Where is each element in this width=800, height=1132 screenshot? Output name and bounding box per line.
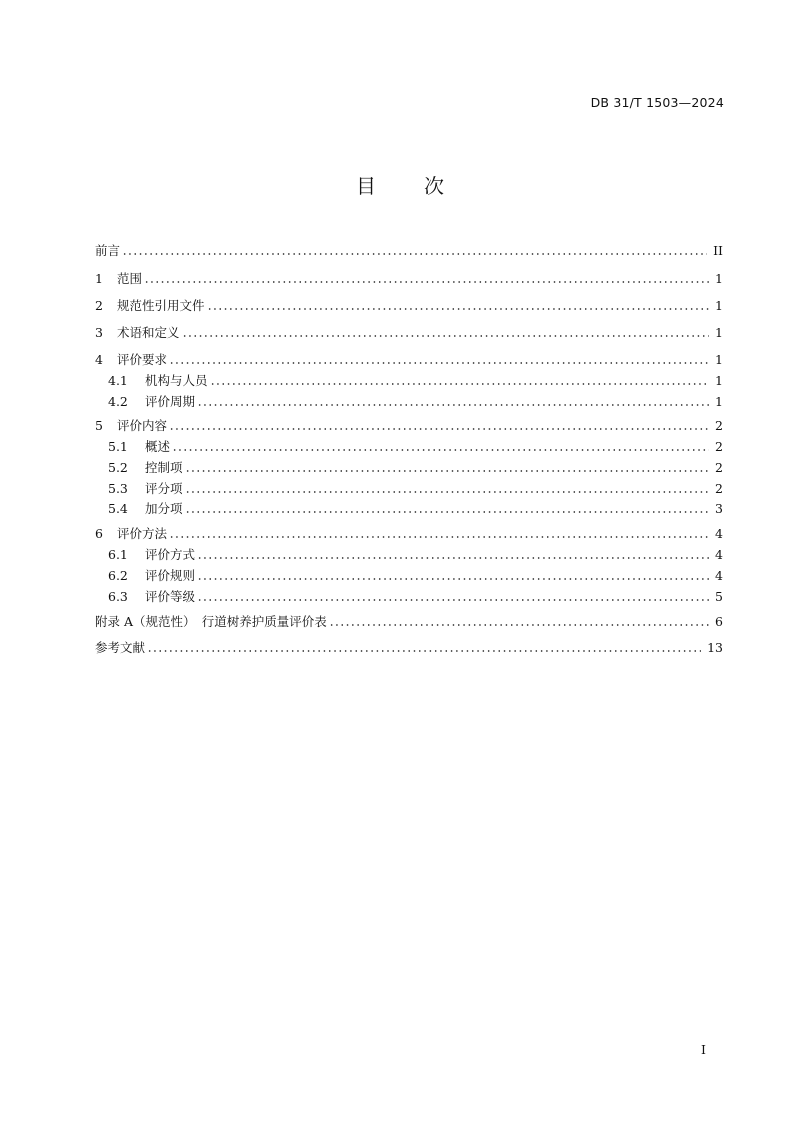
- toc-entry-label: 范围: [117, 271, 143, 286]
- toc-entry-page: II: [713, 243, 723, 258]
- toc-entry[interactable]: [95, 614, 723, 630]
- toc-entry-page: 1: [715, 394, 723, 409]
- toc-entry[interactable]: [108, 373, 723, 389]
- toc-entry[interactable]: [95, 298, 723, 314]
- toc-entry[interactable]: [108, 568, 723, 584]
- toc-entry-number: 4.2: [108, 394, 128, 409]
- toc-entry-page: 2: [715, 439, 723, 454]
- toc-entry-label: 概述: [145, 439, 171, 454]
- toc-entry-page: 13: [707, 640, 723, 655]
- toc-entry-label: 评价方式: [145, 547, 196, 562]
- toc-entry[interactable]: [95, 325, 723, 341]
- toc-entry-label: 规范性引用文件: [117, 298, 205, 313]
- toc-entry-label: 控制项: [145, 460, 183, 475]
- toc-entry-page: 2: [715, 460, 723, 475]
- toc-entry-label: 附录 A（规范性） 行道树养护质量评价表: [95, 614, 327, 629]
- page-number: I: [701, 1042, 706, 1057]
- toc-entry-number: 5.3: [108, 481, 128, 496]
- toc-entry[interactable]: [108, 460, 723, 476]
- toc-entry-label: 评价方法: [117, 526, 168, 541]
- dot-leader: [197, 577, 709, 581]
- toc-entry[interactable]: [95, 640, 723, 656]
- dot-leader: [185, 469, 709, 473]
- dot-leader: [169, 427, 709, 431]
- toc-entry-page: 3: [715, 501, 723, 516]
- dot-leader: [147, 649, 701, 653]
- toc-entry-page: 5: [715, 589, 723, 604]
- dot-leader: [172, 448, 709, 452]
- toc-entry-label: 评分项: [145, 481, 183, 496]
- toc-entry-page: 1: [715, 373, 723, 388]
- toc-entry-label: 评价等级: [145, 589, 196, 604]
- toc-entry-label: 前言: [95, 243, 121, 258]
- toc-entry-number: 5.2: [108, 460, 128, 475]
- toc-entry-label: 机构与人员: [145, 373, 208, 388]
- toc-entry-number: 3: [95, 325, 103, 340]
- toc-entry-number: 6.3: [108, 589, 128, 604]
- toc-entry-label: 评价规则: [145, 568, 196, 583]
- toc-entry-number: 5.1: [108, 439, 128, 454]
- toc-entry-number: 4: [95, 352, 103, 367]
- toc-entry-page: 2: [715, 418, 723, 433]
- toc-entry[interactable]: [108, 501, 723, 517]
- toc-entry-page: 1: [715, 325, 723, 340]
- toc-entry-number: 6.2: [108, 568, 128, 583]
- toc-entry[interactable]: [108, 481, 723, 497]
- title-char: 目: [356, 174, 376, 198]
- toc-entry[interactable]: [108, 547, 723, 563]
- toc-entry-page: 1: [715, 271, 723, 286]
- page-title: [0, 170, 800, 199]
- toc-entry-number: 6.1: [108, 547, 128, 562]
- dot-leader: [169, 535, 709, 539]
- toc-entry-label: 参考文献: [95, 640, 146, 655]
- toc-entry-number: 1: [95, 271, 103, 286]
- toc-entry-page: 4: [715, 547, 723, 562]
- toc-entry-page: 2: [715, 481, 723, 496]
- dot-leader: [182, 334, 709, 338]
- toc-entry[interactable]: [95, 243, 723, 259]
- dot-leader: [197, 403, 709, 407]
- dot-leader: [185, 490, 709, 494]
- toc-entry-label: 加分项: [145, 501, 183, 516]
- toc-entry-label: 术语和定义: [117, 325, 180, 340]
- toc-entry[interactable]: [95, 271, 723, 287]
- dot-leader: [144, 280, 709, 284]
- dot-leader: [210, 382, 709, 386]
- toc-entry[interactable]: [95, 418, 723, 434]
- dot-leader: [169, 361, 709, 365]
- toc-entry[interactable]: [108, 439, 723, 455]
- dot-leader: [207, 307, 709, 311]
- toc-entry-number: 5: [95, 418, 103, 433]
- standard-number: DB 31/T 1503—2024: [590, 95, 724, 110]
- toc-entry-number: 2: [95, 298, 103, 313]
- dot-leader: [329, 623, 709, 627]
- title-char: 次: [424, 174, 444, 198]
- toc-entry-label: 评价周期: [145, 394, 196, 409]
- toc-entry[interactable]: [108, 394, 723, 410]
- dot-leader: [185, 510, 709, 514]
- dot-leader: [122, 252, 707, 256]
- toc-entry-page: 4: [715, 526, 723, 541]
- dot-leader: [197, 598, 709, 602]
- toc-entry-number: 5.4: [108, 501, 128, 516]
- toc-entry-label: 评价内容: [117, 418, 168, 433]
- toc-entry[interactable]: [95, 352, 723, 368]
- toc-entry-page: 1: [715, 352, 723, 367]
- toc-entry-number: 6: [95, 526, 103, 541]
- dot-leader: [197, 556, 709, 560]
- toc-entry[interactable]: [95, 526, 723, 542]
- toc-entry-page: 6: [715, 614, 723, 629]
- toc-entry-number: 4.1: [108, 373, 128, 388]
- toc-entry-label: 评价要求: [117, 352, 168, 367]
- toc-entry-page: 1: [715, 298, 723, 313]
- toc-entry-page: 4: [715, 568, 723, 583]
- toc-entry[interactable]: [108, 589, 723, 605]
